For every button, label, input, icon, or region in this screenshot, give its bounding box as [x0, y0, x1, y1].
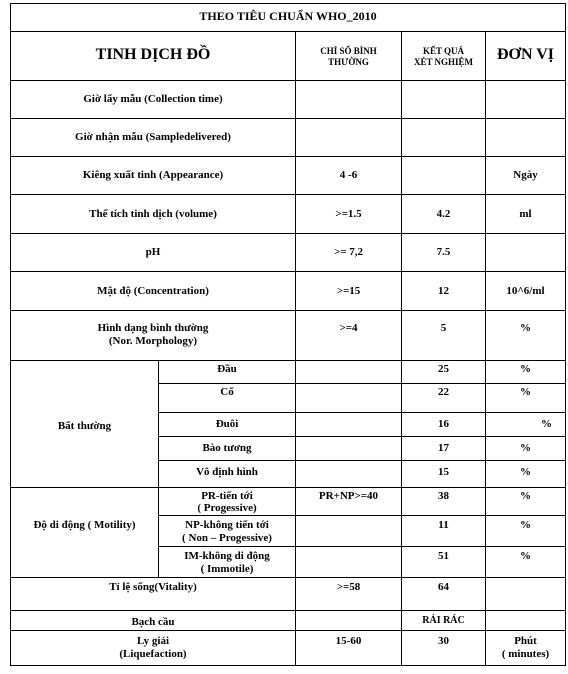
rule [11, 610, 565, 611]
motility-item-unit: % [520, 519, 531, 531]
rule [11, 80, 565, 81]
rule [11, 310, 565, 311]
header-result-line2: XÉT NGHIỆM [413, 57, 474, 67]
report-banner: THEO TIÊU CHUẨN WHO_2010 [199, 9, 377, 23]
motility-item-label: ( Immotile) [200, 563, 254, 575]
row-normal: 4 -6 [339, 169, 358, 181]
motility-item-label: ( Non – Progessive) [182, 532, 272, 544]
row-label: Hình dạng bình thường [97, 322, 209, 334]
row-unit: % [520, 322, 531, 334]
rule [158, 436, 565, 437]
liquefaction-result: 30 [438, 635, 449, 647]
liquefaction-label: (Liquefaction) [119, 648, 187, 660]
header-unit: ĐƠN VỊ [496, 46, 555, 63]
row-label: (Nor. Morphology) [108, 335, 198, 347]
motility-item-result: 38 [438, 490, 449, 502]
abnormal-item-unit: % [520, 363, 531, 375]
rule [11, 360, 565, 361]
row-label: Thể tích tinh dịch (volume) [89, 208, 217, 220]
rule [158, 412, 565, 413]
motility-item-label: ( Progessive) [197, 502, 257, 514]
leukocytes-result: RẢI RÁC [422, 615, 465, 626]
rule [11, 577, 565, 578]
row-label: Giờ lấy mẫu (Collection time) [83, 93, 223, 105]
abnormal-item-label: Vô định hình [196, 466, 258, 478]
vitality-label: Tỉ lệ sống(Vitality) [109, 581, 197, 593]
abnormal-item-label: Cổ [220, 386, 234, 398]
rule [485, 31, 486, 665]
liquefaction-unit: ( minutes) [501, 648, 550, 660]
rule [11, 630, 565, 631]
row-label: Giờ nhận mẫu (Sampledelivered) [75, 131, 231, 143]
rule [11, 271, 565, 272]
row-unit: Ngày [513, 169, 538, 181]
abnormal-item-unit: % [541, 418, 552, 430]
leukocytes-label: Bạch cầu [131, 616, 175, 628]
vitality-normal: >=58 [336, 581, 361, 593]
liquefaction-label: Ly giải [136, 635, 170, 647]
rule [158, 460, 565, 461]
abnormal-item-result: 25 [438, 363, 449, 375]
liquefaction-normal: 15-60 [335, 635, 362, 647]
rule [11, 487, 565, 488]
motility-item-label: IM-không di động [184, 550, 270, 562]
row-label: Kiêng xuất tinh (Appearance) [82, 169, 224, 181]
rule [158, 383, 565, 384]
rule [11, 118, 565, 119]
vitality-result: 64 [438, 581, 449, 593]
row-label: Mật độ (Concentration) [97, 285, 209, 297]
header-test: TINH DỊCH ĐỒ [95, 46, 211, 63]
rule [11, 194, 565, 195]
abnormal-item-result: 16 [438, 418, 449, 430]
motility-item-result: 11 [438, 519, 449, 531]
abnormal-group-label: Bất thường [57, 420, 112, 432]
lab-report-table [10, 3, 566, 666]
motility-item-result: 51 [438, 550, 449, 562]
row-result: 12 [438, 285, 449, 297]
abnormal-item-unit: % [520, 386, 531, 398]
motility-item-unit: % [520, 550, 531, 562]
motility-item-label: NP-không tiến tới [185, 519, 269, 531]
rule [11, 156, 565, 157]
row-normal: >=1.5 [335, 208, 362, 220]
row-normal: >= 7,2 [333, 246, 364, 258]
rule [401, 31, 402, 665]
abnormal-item-label: Đầu [217, 363, 237, 375]
abnormal-item-label: Đuôi [215, 418, 239, 430]
row-normal: >=4 [339, 322, 358, 334]
rule [158, 546, 565, 547]
abnormal-item-label: Bào tương [202, 442, 252, 454]
rule [158, 515, 565, 516]
row-result: 4.2 [436, 208, 451, 220]
liquefaction-unit: Phút [514, 635, 537, 647]
row-unit: ml [519, 208, 532, 220]
row-normal: >=15 [336, 285, 361, 297]
motility-item-unit: % [520, 490, 531, 502]
row-result: 7.5 [436, 246, 451, 258]
motility-group-label: Độ di động ( Motility) [33, 519, 136, 531]
header-normal-line2: THƯỜNG [328, 57, 369, 67]
rule [295, 31, 296, 665]
motility-item-label: PR-tiến tới [201, 490, 253, 502]
header-result-line1: KẾT QUẢ [422, 46, 465, 56]
row-unit: 10^6/ml [506, 285, 545, 297]
abnormal-item-unit: % [520, 442, 531, 454]
abnormal-item-unit: % [520, 466, 531, 478]
row-result: 5 [440, 322, 447, 334]
abnormal-item-result: 17 [438, 442, 449, 454]
rule [11, 233, 565, 234]
abnormal-item-result: 22 [438, 386, 449, 398]
rule [11, 31, 565, 32]
abnormal-item-result: 15 [438, 466, 449, 478]
header-normal-line1: CHỈ SỐ BÌNH [320, 46, 377, 56]
motility-normal: PR+NP>=40 [318, 490, 379, 502]
row-label: pH [145, 246, 161, 258]
